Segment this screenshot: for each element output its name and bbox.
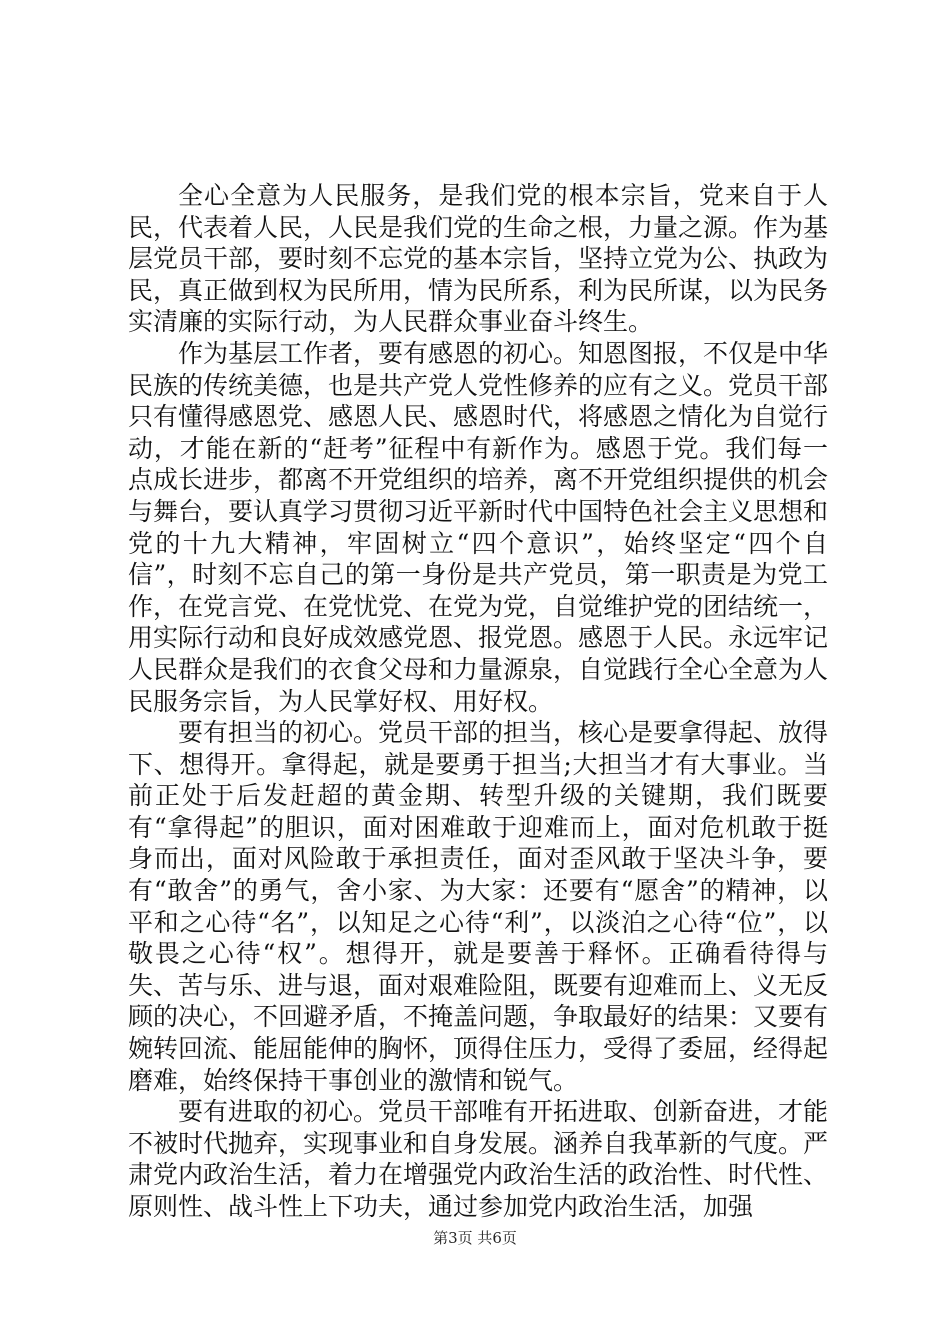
paragraph-4: 要有进取的初心。党员干部唯有开拓进取、创新奋进，才能不被时代抛弃，实现事业和自身发展。涵养自我革新的气度。严肃党内政治生活，着力在增强党内政治生活的政治性、时代性、原则性、战斗性上下功夫，通过参加党内政治生活，加强 (128, 1097, 829, 1221)
document-body (128, 180, 828, 1223)
paragraph-3: 要有担当的初心。党员干部的担当，核心是要拿得起、放得下、想得开。拿得起，就是要勇于担当;大担当才有大事业。当前正处于后发赶超的黄金期、转型升级的关键期，我们既要有“拿得起”的胆识，面对困难敢于迎难而上，面对危机敢于挺身而出，面对风险敢于承担责任，面对歪风敢于坚决斗争，要有“敢舍”的勇气，舍小家、为大家：还要有“愿舍”的精神，以平和之心待“名”，以知足之心待“利”，以淡泊之心待“位”，以敬畏之心待“权”。想得开，就是要善于释怀。正确看待得与失、苦与乐、进与退，面对艰难险阻，既要有迎难而上、义无反顾的决心，不回避矛盾，不掩盖问题，争取最好的结果：又要有婉转回流、能屈能伸的胸怀，顶得住压力，受得了委屈，经得起磨难，始终保持干事创业的激情和锐气。 (128, 718, 829, 1095)
paragraph-2: 作为基层工作者，要有感恩的初心。知恩图报，不仅是中华民族的传统美德，也是共产党人党性修养的应有之义。党员干部只有懂得感恩党、感恩人民、感恩时代，将感恩之情化为自觉行动，才能在新的“赶考”征程中有新作为。感恩于党。我们每一点成长进步，都离不开党组织的培养，离不开党组织提供的机会与舞台，要认真学习贯彻习近平新时代中国特色社会主义思想和党的十九大精神，牢固树立“四个意识”，始终坚定“四个自信”，时刻不忘自己的第一身份是共产党员，第一职责是为党工作，在党言党、在党忧党、在党为党，自觉维护党的团结统一，用实际行动和良好成效感党恩、报党恩。感恩于人民。永远牢记人民群众是我们的衣食父母和力量源泉，自觉践行全心全意为人民服务宗旨，为人民掌好权、用好权。 (128, 338, 829, 716)
paragraph-1: 全心全意为人民服务，是我们党的根本宗旨，党来自于人民，代表着人民，人民是我们党的生命之根，力量之源。作为基层党员干部，要时刻不忘党的基本宗旨，坚持立党为公、执政为民，真正做到权为民所用，情为民所系，利为民所谋，以为民务实清廉的实际行动，为人民群众事业奋斗终生。 (128, 181, 829, 337)
page-number-footer: 第3页 共6页 (433, 1229, 517, 1247)
